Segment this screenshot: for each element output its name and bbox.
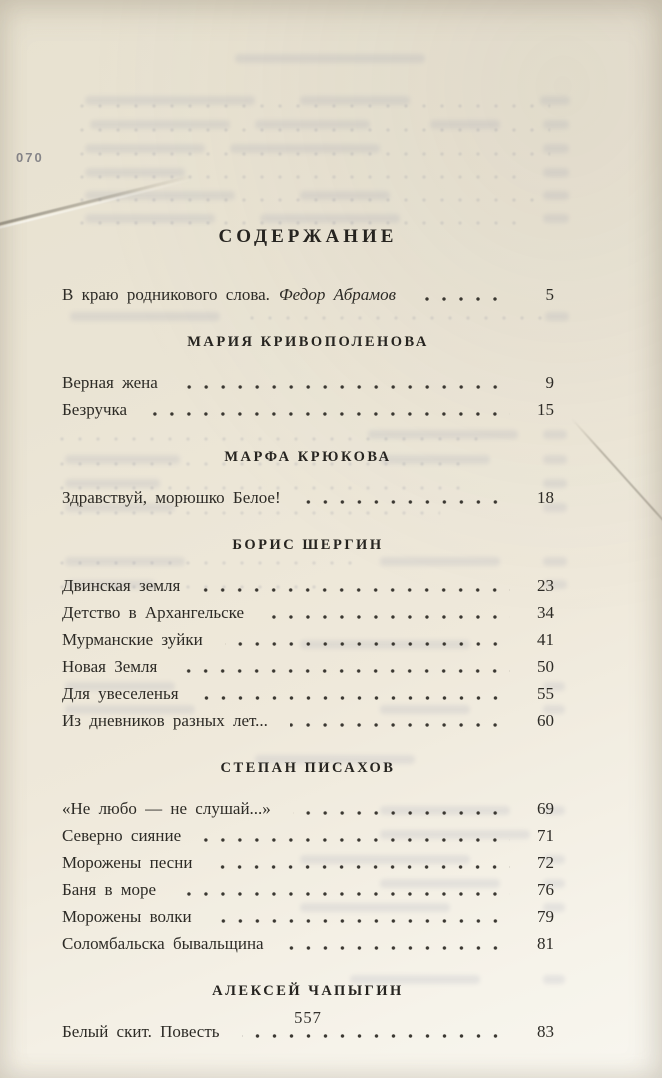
toc-entry-author: Федор Абрамов <box>278 285 396 304</box>
toc-dots-leader <box>303 499 510 505</box>
section-heading: МАРИЯ КРИВОПОЛЕНОВА <box>187 334 429 350</box>
toc-entry-row <box>62 798 554 819</box>
toc-dots-leader <box>178 891 510 897</box>
toc-section <box>62 449 554 508</box>
toc-page-number: 71 <box>537 826 554 845</box>
toc-page-number: 79 <box>537 907 554 926</box>
toc-entry-title: Двинская земля <box>62 576 181 595</box>
table-of-contents <box>62 0 554 1042</box>
toc-entry-title: Морожены волки <box>62 907 192 926</box>
section-heading: МАРФА КРЮКОВА <box>224 449 392 465</box>
toc-entry-row <box>62 656 554 677</box>
toc-dots-leader <box>418 296 510 302</box>
toc-entry-row <box>62 710 554 731</box>
toc-page-number: 50 <box>537 657 554 676</box>
toc-section <box>62 334 554 420</box>
toc-page-number: 55 <box>537 684 554 703</box>
toc-page-number: 69 <box>537 799 554 818</box>
toc-dots-leader <box>214 918 510 924</box>
toc-dots-leader <box>286 945 510 951</box>
toc-page-number: 9 <box>545 373 554 392</box>
toc-entry-title: Соломбальска бывальщина <box>62 934 264 953</box>
toc-dots-leader <box>290 722 510 728</box>
toc-dots-leader <box>180 384 510 390</box>
toc-entry-row <box>62 575 554 596</box>
toc-page-number: 5 <box>545 285 554 304</box>
toc-page-number: 34 <box>537 603 554 622</box>
page-title: СОДЕРЖАНИЕ <box>218 226 398 247</box>
toc-section <box>62 537 554 731</box>
toc-entry-row <box>62 629 554 650</box>
toc-page-number: 41 <box>537 630 554 649</box>
toc-entry-row <box>62 933 554 954</box>
toc-entry-row <box>62 487 554 508</box>
toc-entry-title: Детство в Архангельске <box>62 603 245 622</box>
toc-entry-title: Безручка <box>62 400 128 419</box>
toc-entry-title: Мурманские зуйки <box>62 630 203 649</box>
toc-page-number: 83 <box>537 1022 554 1041</box>
toc-entry-title: Из дневников разных лет... <box>62 711 268 730</box>
marginalia-stamp: 070 <box>16 150 44 165</box>
toc-page-number: 81 <box>537 934 554 953</box>
toc-dots-leader <box>202 587 510 593</box>
toc-entry-row <box>62 879 554 900</box>
toc-dots-leader <box>242 1033 510 1039</box>
toc-sections <box>62 334 554 1042</box>
toc-entry-row <box>62 852 554 873</box>
toc-entry-row <box>62 602 554 623</box>
toc-page-number: 60 <box>537 711 554 730</box>
toc-entry-title: В краю родникового слова. <box>62 285 270 304</box>
toc-entry-title: Новая Земля <box>62 657 158 676</box>
toc-dots-leader <box>266 614 510 620</box>
toc-entry-title: Здравствуй, морюшко Белое! <box>62 488 281 507</box>
toc-page-number: 23 <box>537 576 554 595</box>
section-heading: СТЕПАН ПИСАХОВ <box>220 760 396 776</box>
toc-page-number: 18 <box>537 488 554 507</box>
section-heading: АЛЕКСЕЙ ЧАПЫГИН <box>212 983 404 999</box>
toc-entry-title: Баня в море <box>62 880 157 899</box>
toc-dots-leader <box>203 837 510 843</box>
toc-dots-leader <box>201 695 510 701</box>
section-heading: БОРИС ШЕРГИН <box>232 537 384 553</box>
toc-dots-leader <box>149 411 510 417</box>
toc-dots-leader <box>293 810 510 816</box>
toc-entry-row <box>62 906 554 927</box>
toc-entry-title: Морожены песни <box>62 853 193 872</box>
toc-dots-leader <box>225 641 510 647</box>
toc-dots-leader <box>179 668 510 674</box>
toc-entry-title: Верная жена <box>62 373 158 392</box>
toc-page-number: 15 <box>537 400 554 419</box>
toc-entry-title: Северно сияние <box>62 826 182 845</box>
toc-entry-row <box>62 372 554 393</box>
toc-entry-title: «Не любо — не слушай...» <box>62 799 271 818</box>
toc-entry-title: Для увеселенья <box>62 684 179 703</box>
toc-entry-row <box>62 825 554 846</box>
toc-page-number: 76 <box>537 880 554 899</box>
toc-page-number: 72 <box>537 853 554 872</box>
footer-page-number: 557 <box>294 1008 322 1027</box>
toc-entry-row <box>62 399 554 420</box>
toc-entry-row <box>62 683 554 704</box>
toc-entry-title: Белый скит. Повесть <box>62 1022 220 1041</box>
toc-section <box>62 760 554 954</box>
toc-entry-row <box>62 284 554 305</box>
toc-dots-leader <box>214 864 510 870</box>
scratch-mark <box>571 418 662 549</box>
